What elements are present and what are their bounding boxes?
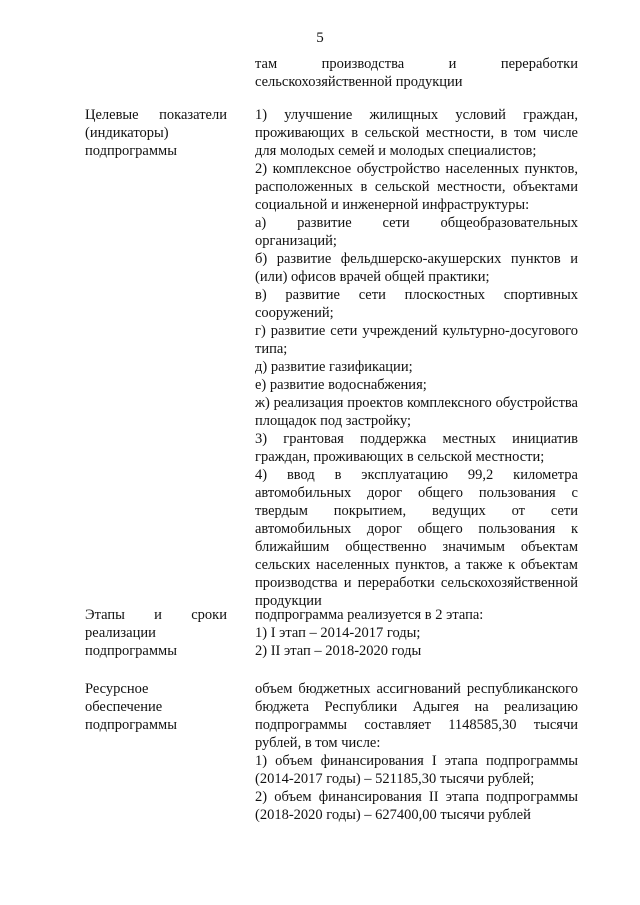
- section-content-targets: [255, 106, 578, 610]
- section-label-stages: Этапы и сроки реализации подпрограммы: [85, 607, 227, 659]
- targets-item: 3) грантовая поддержка местных инициатив граждан, проживающих в сельской местности;: [255, 431, 578, 465]
- targets-item: д) развитие газификации;: [255, 359, 413, 375]
- resources-item: 1) объем финансирования I этапа подпрограммы (2014-2017 годы) – 521185,30 тысячи рублей;: [255, 753, 578, 787]
- targets-item: в) развитие сети плоскостных спортивных сооружений;: [255, 287, 578, 321]
- section-content-stages: [255, 606, 578, 660]
- resources-item: объем бюджетных ассигнований республиканского бюджета Республики Адыгея на реализацию подпрограммы составляет 1148585,30 тысячи рублей, в том числе:: [255, 681, 578, 751]
- targets-item: 4) ввод в эксплуатацию 99,2 километра автомобильных дорог общего пользования с твердым покрытием, ведущих от сети автомобильных дорог общего пользования к ближайшим общественно значимым объектам сельских населенных пунктов, а также к объектам производства и переработки сельскохозяйственной продукции: [255, 467, 578, 609]
- section-label-resources: Ресурсное обеспечение подпрограммы: [85, 681, 177, 733]
- targets-item: б) развитие фельдшерско-акушерских пунктов и (или) офисов врачей общей практики;: [255, 251, 578, 285]
- section-label-targets: Целевые показатели (индикаторы) подпрограммы: [85, 107, 227, 159]
- targets-item: ж) реализация проектов комплексного обустройства площадок под застройку;: [255, 395, 578, 429]
- stages-item: подпрограмма реализуется в 2 этапа:: [255, 607, 484, 623]
- section-content-resources: [255, 680, 578, 824]
- continuation-paragraph: там производства и переработки сельскохозяйственной продукции: [255, 56, 578, 90]
- targets-item: а) развитие сети общеобразовательных организаций;: [255, 215, 578, 249]
- targets-item: е) развитие водоснабжения;: [255, 377, 427, 393]
- resources-item: 2) объем финансирования II этапа подпрограммы (2018-2020 годы) – 627400,00 тысячи рублей: [255, 789, 578, 823]
- targets-item: г) развитие сети учреждений культурно-досугового типа;: [255, 323, 578, 357]
- page-number: 5: [316, 30, 324, 46]
- stages-item: 2) II этап – 2018-2020 годы: [255, 643, 422, 659]
- targets-item: 1) улучшение жилищных условий граждан, проживающих в сельской местности, в том числе для молодых семей и молодых специалистов;: [255, 107, 578, 159]
- targets-item: 2) комплексное обустройство населенных пунктов, расположенных в сельской местности, объектами социальной и инженерной инфраструктуры:: [255, 161, 578, 213]
- continuation-text: [255, 55, 578, 91]
- stages-item: 1) I этап – 2014-2017 годы;: [255, 625, 421, 641]
